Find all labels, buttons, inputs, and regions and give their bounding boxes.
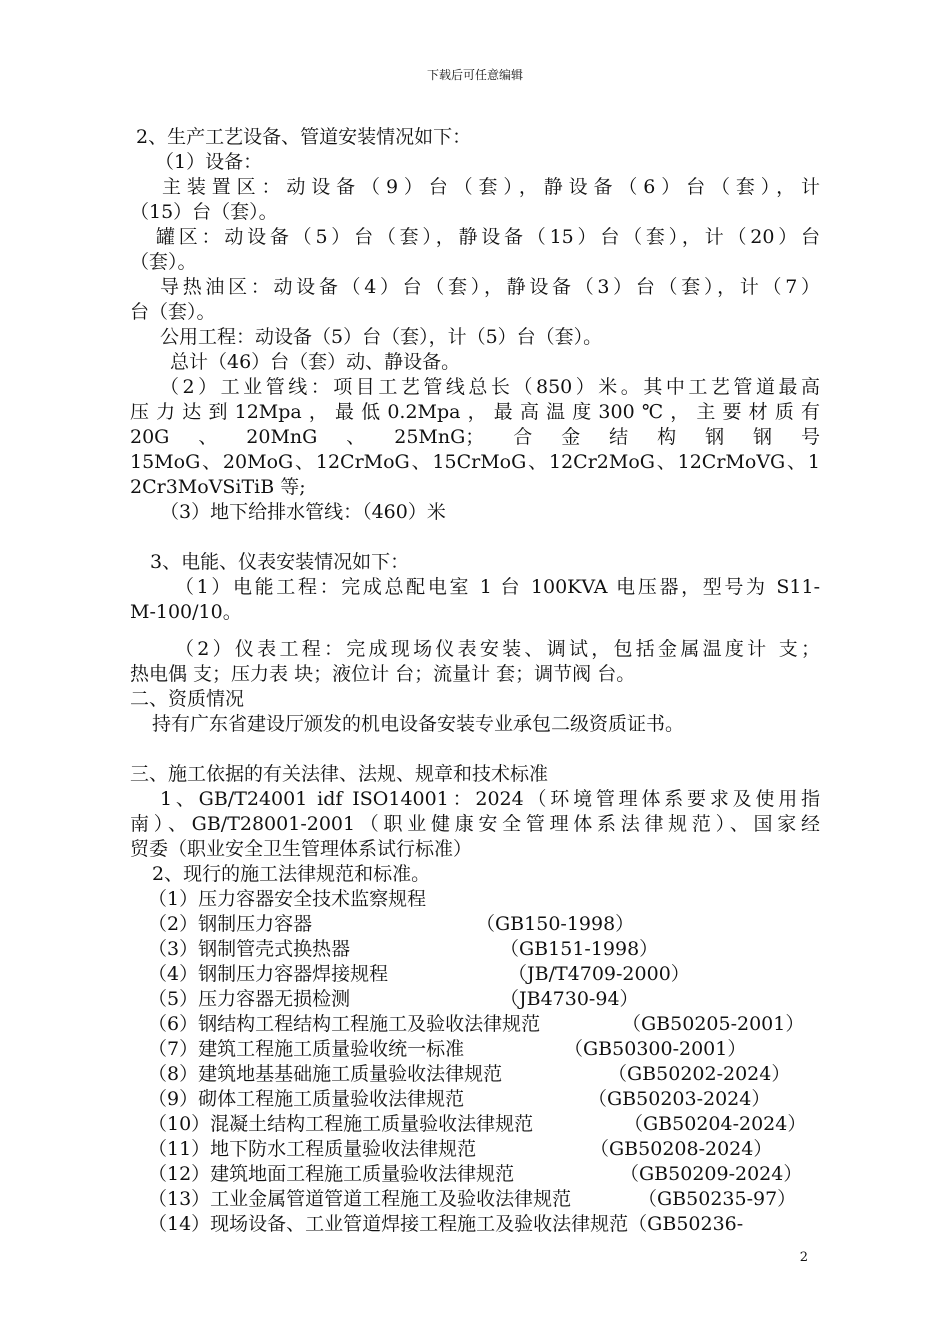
paragraph: 20G、20MnG、25MnG；合金结构钢钢号 xyxy=(130,426,820,448)
paragraph: （1）设备： xyxy=(155,151,263,173)
paragraph: 主装置区：动设备（9）台（套），静设备（6）台（套），计 xyxy=(162,176,820,198)
paragraph: 2、现行的施工法律规范和标准。 xyxy=(152,863,431,885)
standard-item xyxy=(130,912,820,937)
standard-code: （GB50209-2024） xyxy=(620,1163,803,1185)
standard-name: （4）钢制压力容器焊接规程 xyxy=(148,963,389,985)
standard-name: （12）建筑地面工程施工质量验收法律规范 xyxy=(148,1163,515,1185)
standard-name: （7）建筑工程施工质量验收统一标准 xyxy=(148,1038,465,1060)
paragraph: 贸委（职业安全卫生管理体系试行标准） xyxy=(130,838,473,860)
standard-item xyxy=(130,887,820,912)
standard-name: （14）现场设备、工业管道焊接工程施工及验收法律规范（GB50236- xyxy=(148,1213,744,1235)
paragraph: 总计（46）台（套）动、静设备。 xyxy=(170,351,461,373)
standard-item xyxy=(130,1037,820,1062)
standard-item xyxy=(130,1187,820,1212)
blank-line xyxy=(130,525,820,550)
standard-item xyxy=(130,937,820,962)
standard-code: （GB151-1998） xyxy=(500,938,659,960)
standard-code: （JB/T4709-2000） xyxy=(508,963,690,985)
standard-item xyxy=(130,1162,820,1187)
standard-name: （9）砌体工程施工质量验收法律规范 xyxy=(148,1088,465,1110)
section-heading: 三、施工依据的有关法律、法规、规章和技术标准 xyxy=(130,763,549,785)
standard-code: （GB50202-2024） xyxy=(608,1063,791,1085)
paragraph: 罐区：动设备（5）台（套），静设备（15）台（套），计（20）台 xyxy=(156,226,820,248)
paragraph: （2）仪表工程：完成现场仪表安装、调试，包括金属温度计 支； xyxy=(175,638,820,660)
section-heading: 2、生产工艺设备、管道安装情况如下： xyxy=(136,126,472,148)
section-heading: 二、资质情况 xyxy=(130,688,245,710)
page-header: 下载后可任意编辑 xyxy=(426,68,523,82)
blank-line xyxy=(130,737,820,762)
standard-name: （10）混凝土结构工程施工质量验收法律规范 xyxy=(148,1113,534,1135)
standard-code: （JB4730-94） xyxy=(500,988,639,1010)
blank-line xyxy=(130,625,820,637)
paragraph: （1）电能工程：完成总配电室 1 台 100KVA 电压器，型号为 S11- xyxy=(175,576,820,598)
standard-item xyxy=(130,1212,820,1237)
standard-name: （3）钢制管壳式换热器 xyxy=(148,938,351,960)
standard-code: （GB50235-97） xyxy=(638,1188,797,1210)
standard-item xyxy=(130,1087,820,1112)
standard-name: （13）工业金属管道管道工程施工及验收法律规范 xyxy=(148,1188,572,1210)
standard-name: （1）压力容器安全技术监察规程 xyxy=(148,888,427,910)
standard-name: （6）钢结构工程结构工程施工及验收法律规范 xyxy=(148,1013,541,1035)
standard-code: （GB50204-2024） xyxy=(624,1113,807,1135)
paragraph: （2）工业管线：项目工艺管线总长（850）米。其中工艺管道最高 xyxy=(160,376,820,398)
standard-item xyxy=(130,962,820,987)
paragraph: （15）台（套）。 xyxy=(130,201,278,223)
standard-item xyxy=(130,1012,820,1037)
page-number: 2 xyxy=(799,1250,808,1265)
standard-name: （8）建筑地基基础施工质量验收法律规范 xyxy=(148,1063,503,1085)
paragraph: 2Cr3MoVSiTiB 等; xyxy=(130,476,306,498)
standard-item xyxy=(130,1137,820,1162)
paragraph: （3）地下给排水管线：（460）米 xyxy=(160,501,446,523)
paragraph: 压力达到12Mpa，最低0.2Mpa，最高温度300℃，主要材质有 xyxy=(130,401,820,423)
paragraph: 南）、GB/T28001-2001（职业健康安全管理体系法律规范）、国家经 xyxy=(130,813,820,835)
section-heading: 3、电能、仪表安装情况如下： xyxy=(150,551,410,573)
standard-code: （GB50300-2001） xyxy=(564,1038,747,1060)
paragraph: 1、GB/T24001 idf ISO14001：2024（环境管理体系要求及使用指 xyxy=(160,788,820,810)
standard-code: （GB50203-2024） xyxy=(588,1088,771,1110)
paragraph: 15MoG、20MoG、12CrMoG、15CrMoG、12Cr2MoG、12CrMoVG、1 xyxy=(130,451,820,473)
standard-code: （GB50208-2024） xyxy=(590,1138,773,1160)
paragraph: 持有广东省建设厅颁发的机电设备安装专业承包二级资质证书。 xyxy=(152,713,685,735)
paragraph: （套）。 xyxy=(130,251,197,273)
standard-name: （2）钢制压力容器 xyxy=(148,913,313,935)
document-body xyxy=(130,125,820,1237)
paragraph: M-100/10。 xyxy=(130,601,242,623)
paragraph: 台（套）。 xyxy=(130,301,216,323)
standard-item xyxy=(130,987,820,1012)
paragraph: 热电偶 支；压力表 块；液位计 台；流量计 套；调节阀 台。 xyxy=(130,663,636,685)
standard-code: （GB150-1998） xyxy=(476,913,635,935)
paragraph: 导热油区：动设备（4）台（套），静设备（3）台（套），计（7） xyxy=(160,276,820,298)
standard-name: （11）地下防水工程质量验收法律规范 xyxy=(148,1138,477,1160)
paragraph: 公用工程：动设备（5）台（套），计（5）台（套）。 xyxy=(160,326,603,348)
standard-item xyxy=(130,1112,820,1137)
standard-name: （5）压力容器无损检测 xyxy=(148,988,351,1010)
standard-item xyxy=(130,1062,820,1087)
standard-code: （GB50205-2001） xyxy=(622,1013,805,1035)
